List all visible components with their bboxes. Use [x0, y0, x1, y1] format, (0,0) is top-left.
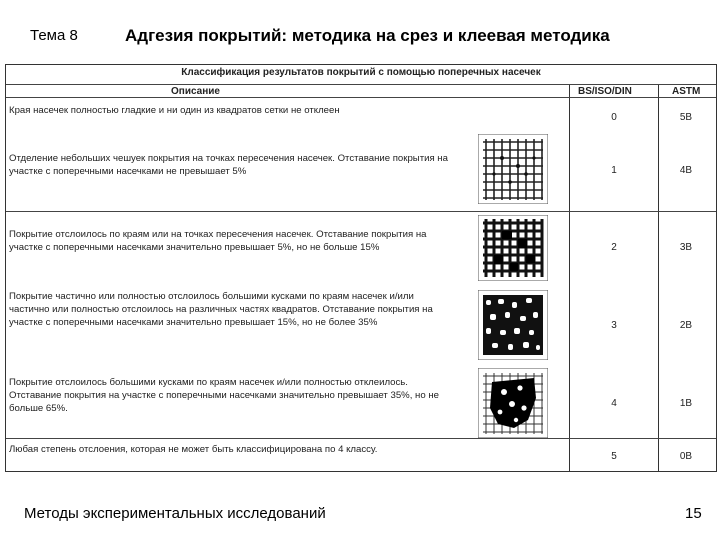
- page-number: 15: [685, 505, 702, 522]
- topic-label: Тема 8: [30, 27, 78, 44]
- row-5-astm: 0B: [679, 451, 693, 462]
- header-description: Описание: [171, 86, 220, 97]
- header-bs-iso-din: BS/ISO/DIN: [578, 86, 632, 97]
- row-5-description: Любая степень отслоения, которая не может быть классифицирована по 4 классу.: [9, 444, 378, 455]
- row-0-description: Края насечек полностью гладкие и ни один из квадратов сетки не отклеен: [9, 105, 340, 116]
- header-divider: [6, 97, 716, 98]
- footer-course-title: Методы экспериментальных исследований: [24, 505, 326, 522]
- row-3-bs: 3: [611, 320, 617, 331]
- row-3-description: Покрытие частично или полностью отслоилось большими кусками по краям насечек и/или частично или полностью отслоилось на различных частях квадратов. Отставание покрытия на участке с поперечными насечками значительно превышает 15%, но не более 35%: [9, 291, 433, 328]
- grid-image-class-1: [478, 134, 548, 209]
- grid-image-class-3: [478, 290, 548, 365]
- row-4-description: Покрытие отслоилось большими кусками по краям насечек и/или полностью отклеилось. Отставание покрытия на участке с поперечными насечками значительно превышает 35%, но не больше 65%.: [9, 377, 439, 414]
- row-3-astm: 2B: [679, 320, 693, 331]
- header-astm: ASTM: [672, 86, 701, 97]
- row-1-bs: 1: [611, 165, 617, 176]
- row-4-astm: 1B: [679, 398, 693, 409]
- row-2-bs: 2: [611, 242, 617, 253]
- caption-divider: [6, 84, 716, 85]
- grid-image-class-2: [478, 215, 548, 286]
- row-0-astm: 5B: [679, 112, 693, 123]
- row-divider-5: [6, 438, 716, 439]
- row-0-bs: 0: [611, 112, 617, 123]
- row-1-description: Отделение небольших чешуек покрытия на точках пересечения насечек. Отставание покрытия на участке с поперечными насечками не превышает 5%: [9, 153, 448, 177]
- row-5-bs: 5: [611, 451, 617, 462]
- row-1-astm: 4B: [679, 165, 693, 176]
- column-divider-2: [658, 85, 659, 471]
- grid-image-class-4: [478, 368, 548, 443]
- row-divider-1: [6, 211, 716, 212]
- row-4-bs: 4: [611, 398, 617, 409]
- row-2-description: Покрытие отслоилось по краям или на точках пересечения насечек. Отставание покрытия на участке с поперечными насечками значительно превышает 5%, но не больше 15%: [9, 229, 427, 253]
- row-2-astm: 3B: [679, 242, 693, 253]
- classification-table: [5, 64, 717, 472]
- table-caption: Классификация результатов покрытий с помощью поперечных насечек: [181, 67, 541, 78]
- column-divider-1: [569, 85, 570, 471]
- slide-title: Адгезия покрытий: методика на срез и клеевая методика: [125, 26, 610, 45]
